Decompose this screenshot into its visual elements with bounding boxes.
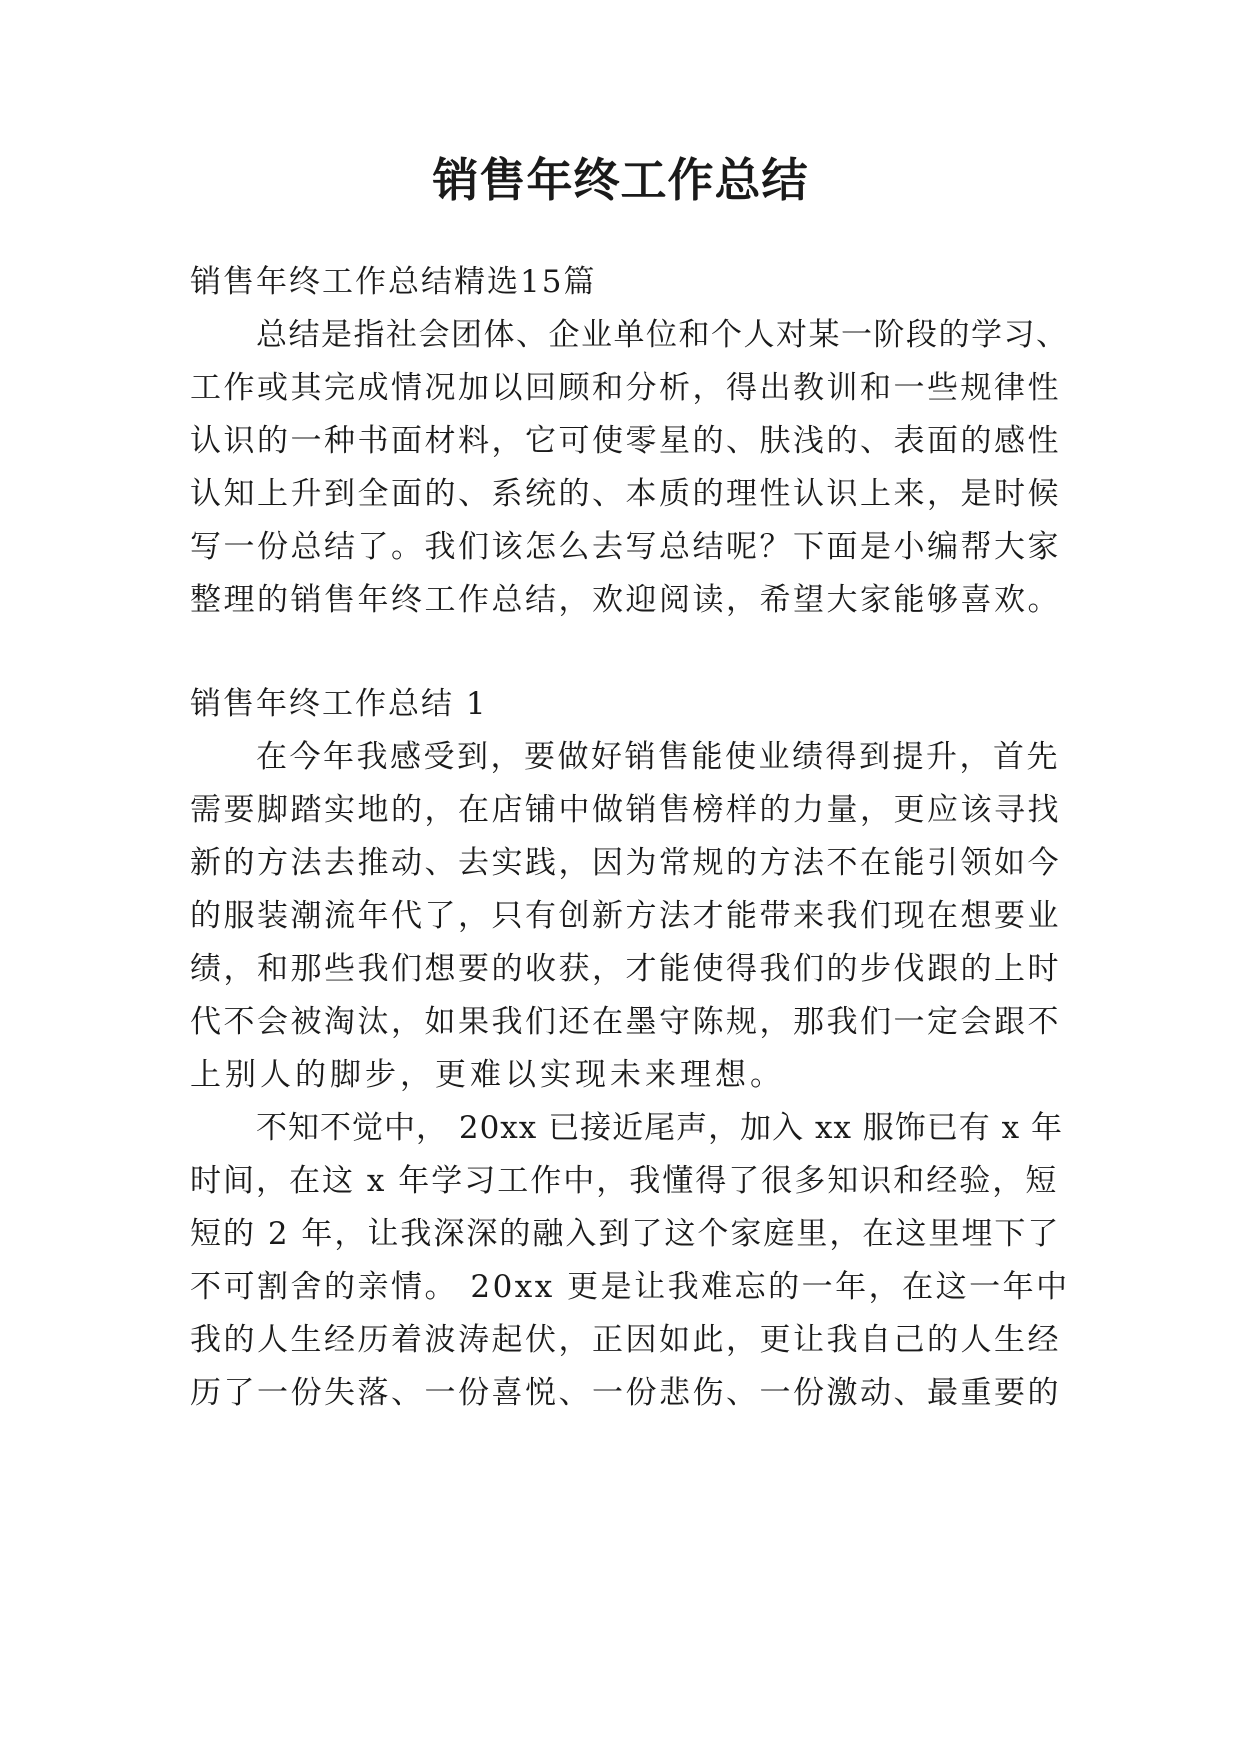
section1-para2-line: 不知不觉中， 20xx 已接近尾声，加入 xx 服饰已有 x 年 (256, 1110, 1063, 1146)
section1-para1-line: 绩，和那些我们想要的收获，才能使得我们的步伐跟的上时 (190, 951, 1061, 987)
intro-line: 写一份总结了。我们该怎么去写总结呢？下面是小编帮大家 (190, 529, 1061, 565)
section1-para1-line: 上别人的脚步，更难以实现未来理想。 (190, 1057, 785, 1093)
section1-para1-line: 代不会被淘汰，如果我们还在墨守陈规，那我们一定会跟不 (190, 1004, 1061, 1040)
intro-line: 工作或其完成情况加以回顾和分析，得出教训和一些规律性 (190, 370, 1061, 406)
section1-heading: 销售年终工作总结 1 (190, 686, 488, 722)
intro-heading: 销售年终工作总结精选15篇 (190, 264, 597, 300)
section1-para2-line: 我的人生经历着波涛起伏，正因如此，更让我自己的人生经 (190, 1322, 1061, 1358)
section1-para1-line: 新的方法去推动、去实践，因为常规的方法不在能引领如今 (190, 845, 1061, 881)
section1-para2-line: 时间，在这 x 年学习工作中，我懂得了很多知识和经验，短 (190, 1163, 1059, 1199)
intro-line: 整理的销售年终工作总结，欢迎阅读，希望大家能够喜欢。 (190, 582, 1061, 618)
intro-line: 总结是指社会团体、企业单位和个人对某一阶段的学习、 (256, 317, 1069, 353)
document-title: 销售年终工作总结 (432, 153, 809, 207)
section1-para1-line: 需要脚踏实地的，在店铺中做销售榜样的力量，更应该寻找 (190, 792, 1061, 828)
section1-para1-line: 在今年我感受到，要做好销售能使业绩得到提升，首先 (256, 739, 1060, 775)
intro-line: 认识的一种书面材料，它可使零星的、肤浅的、表面的感性 (190, 423, 1061, 459)
section1-para2-line: 短的 2 年，让我深深的融入到了这个家庭里，在这里埋下了 (190, 1216, 1061, 1252)
section1-para2-line: 历了一份失落、一份喜悦、一份悲伤、一份激动、最重要的 (190, 1375, 1061, 1411)
section1-para1-line: 的服装潮流年代了，只有创新方法才能带来我们现在想要业 (190, 898, 1061, 934)
intro-line: 认知上升到全面的、系统的、本质的理性认识上来，是时候 (190, 476, 1061, 512)
section1-para2-line: 不可割舍的亲情。 20xx 更是让我难忘的一年，在这一年中 (190, 1269, 1070, 1305)
